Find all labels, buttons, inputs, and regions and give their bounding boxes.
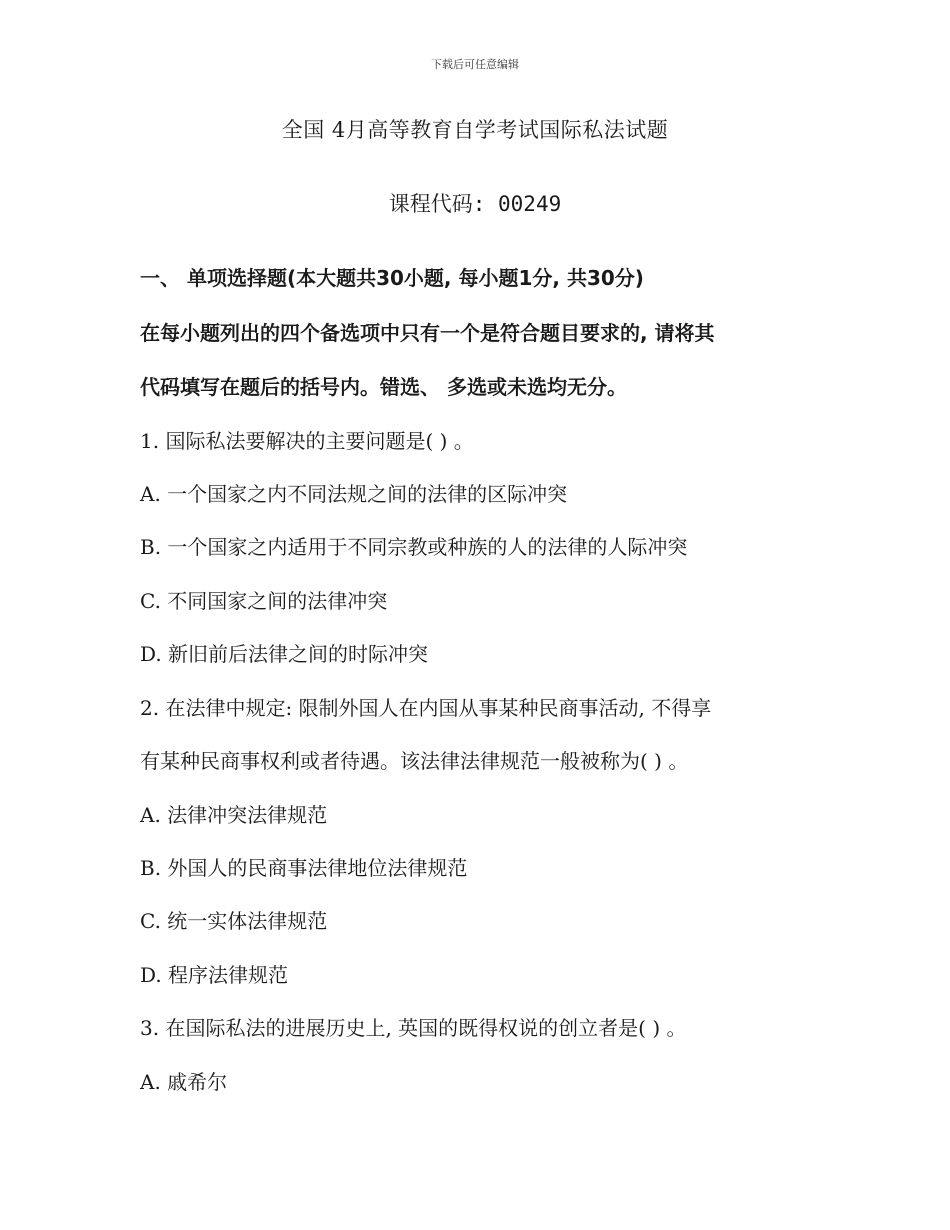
page-title: 全国 4月高等教育自学考试国际私法试题 bbox=[281, 118, 669, 142]
question-2-option-a: A. 法律冲突法律规范 bbox=[140, 803, 328, 827]
question-3-stem: 3. 在国际私法的进展历史上, 英国的既得权说的创立者是( ) 。 bbox=[140, 1016, 687, 1040]
section-instruction-line-1: 在每小题列出的四个备选项中只有一个是符合题目要求的, 请将其 bbox=[140, 321, 715, 345]
section-instruction-line-2: 代码填写在题后的括号内。错选、 多选或未选均无分。 bbox=[140, 375, 627, 399]
question-1-stem: 1. 国际私法要解决的主要问题是( ) 。 bbox=[140, 429, 474, 453]
question-2-stem-line-2: 有某种民商事权利或者待遇。该法律法律规范一般被称为( ) 。 bbox=[140, 749, 689, 773]
section-heading: 一、 单项选择题(本大题共30小题, 每小题1分, 共30分) bbox=[140, 266, 644, 290]
question-1-option-d: D. 新旧前后法律之间的时际冲突 bbox=[140, 642, 429, 666]
question-2-option-d: D. 程序法律规范 bbox=[140, 963, 289, 987]
question-2-option-b: B. 外国人的民商事法律地位法律规范 bbox=[140, 856, 468, 880]
question-2-option-c: C. 统一实体法律规范 bbox=[140, 909, 328, 933]
course-code: 课程代码: 00249 bbox=[388, 192, 562, 216]
question-1-option-a: A. 一个国家之内不同法规之间的法律的区际冲突 bbox=[140, 482, 568, 506]
question-1-option-b: B. 一个国家之内适用于不同宗教或种族的人的法律的人际冲突 bbox=[140, 535, 688, 559]
question-1-option-c: C. 不同国家之间的法律冲突 bbox=[140, 589, 388, 613]
question-2-stem-line-1: 2. 在法律中规定: 限制外国人在内国从事某种民商事活动, 不得享 bbox=[140, 696, 712, 720]
header-note: 下载后可任意编辑 bbox=[431, 58, 519, 71]
question-3-option-a: A. 戚希尔 bbox=[140, 1070, 228, 1094]
